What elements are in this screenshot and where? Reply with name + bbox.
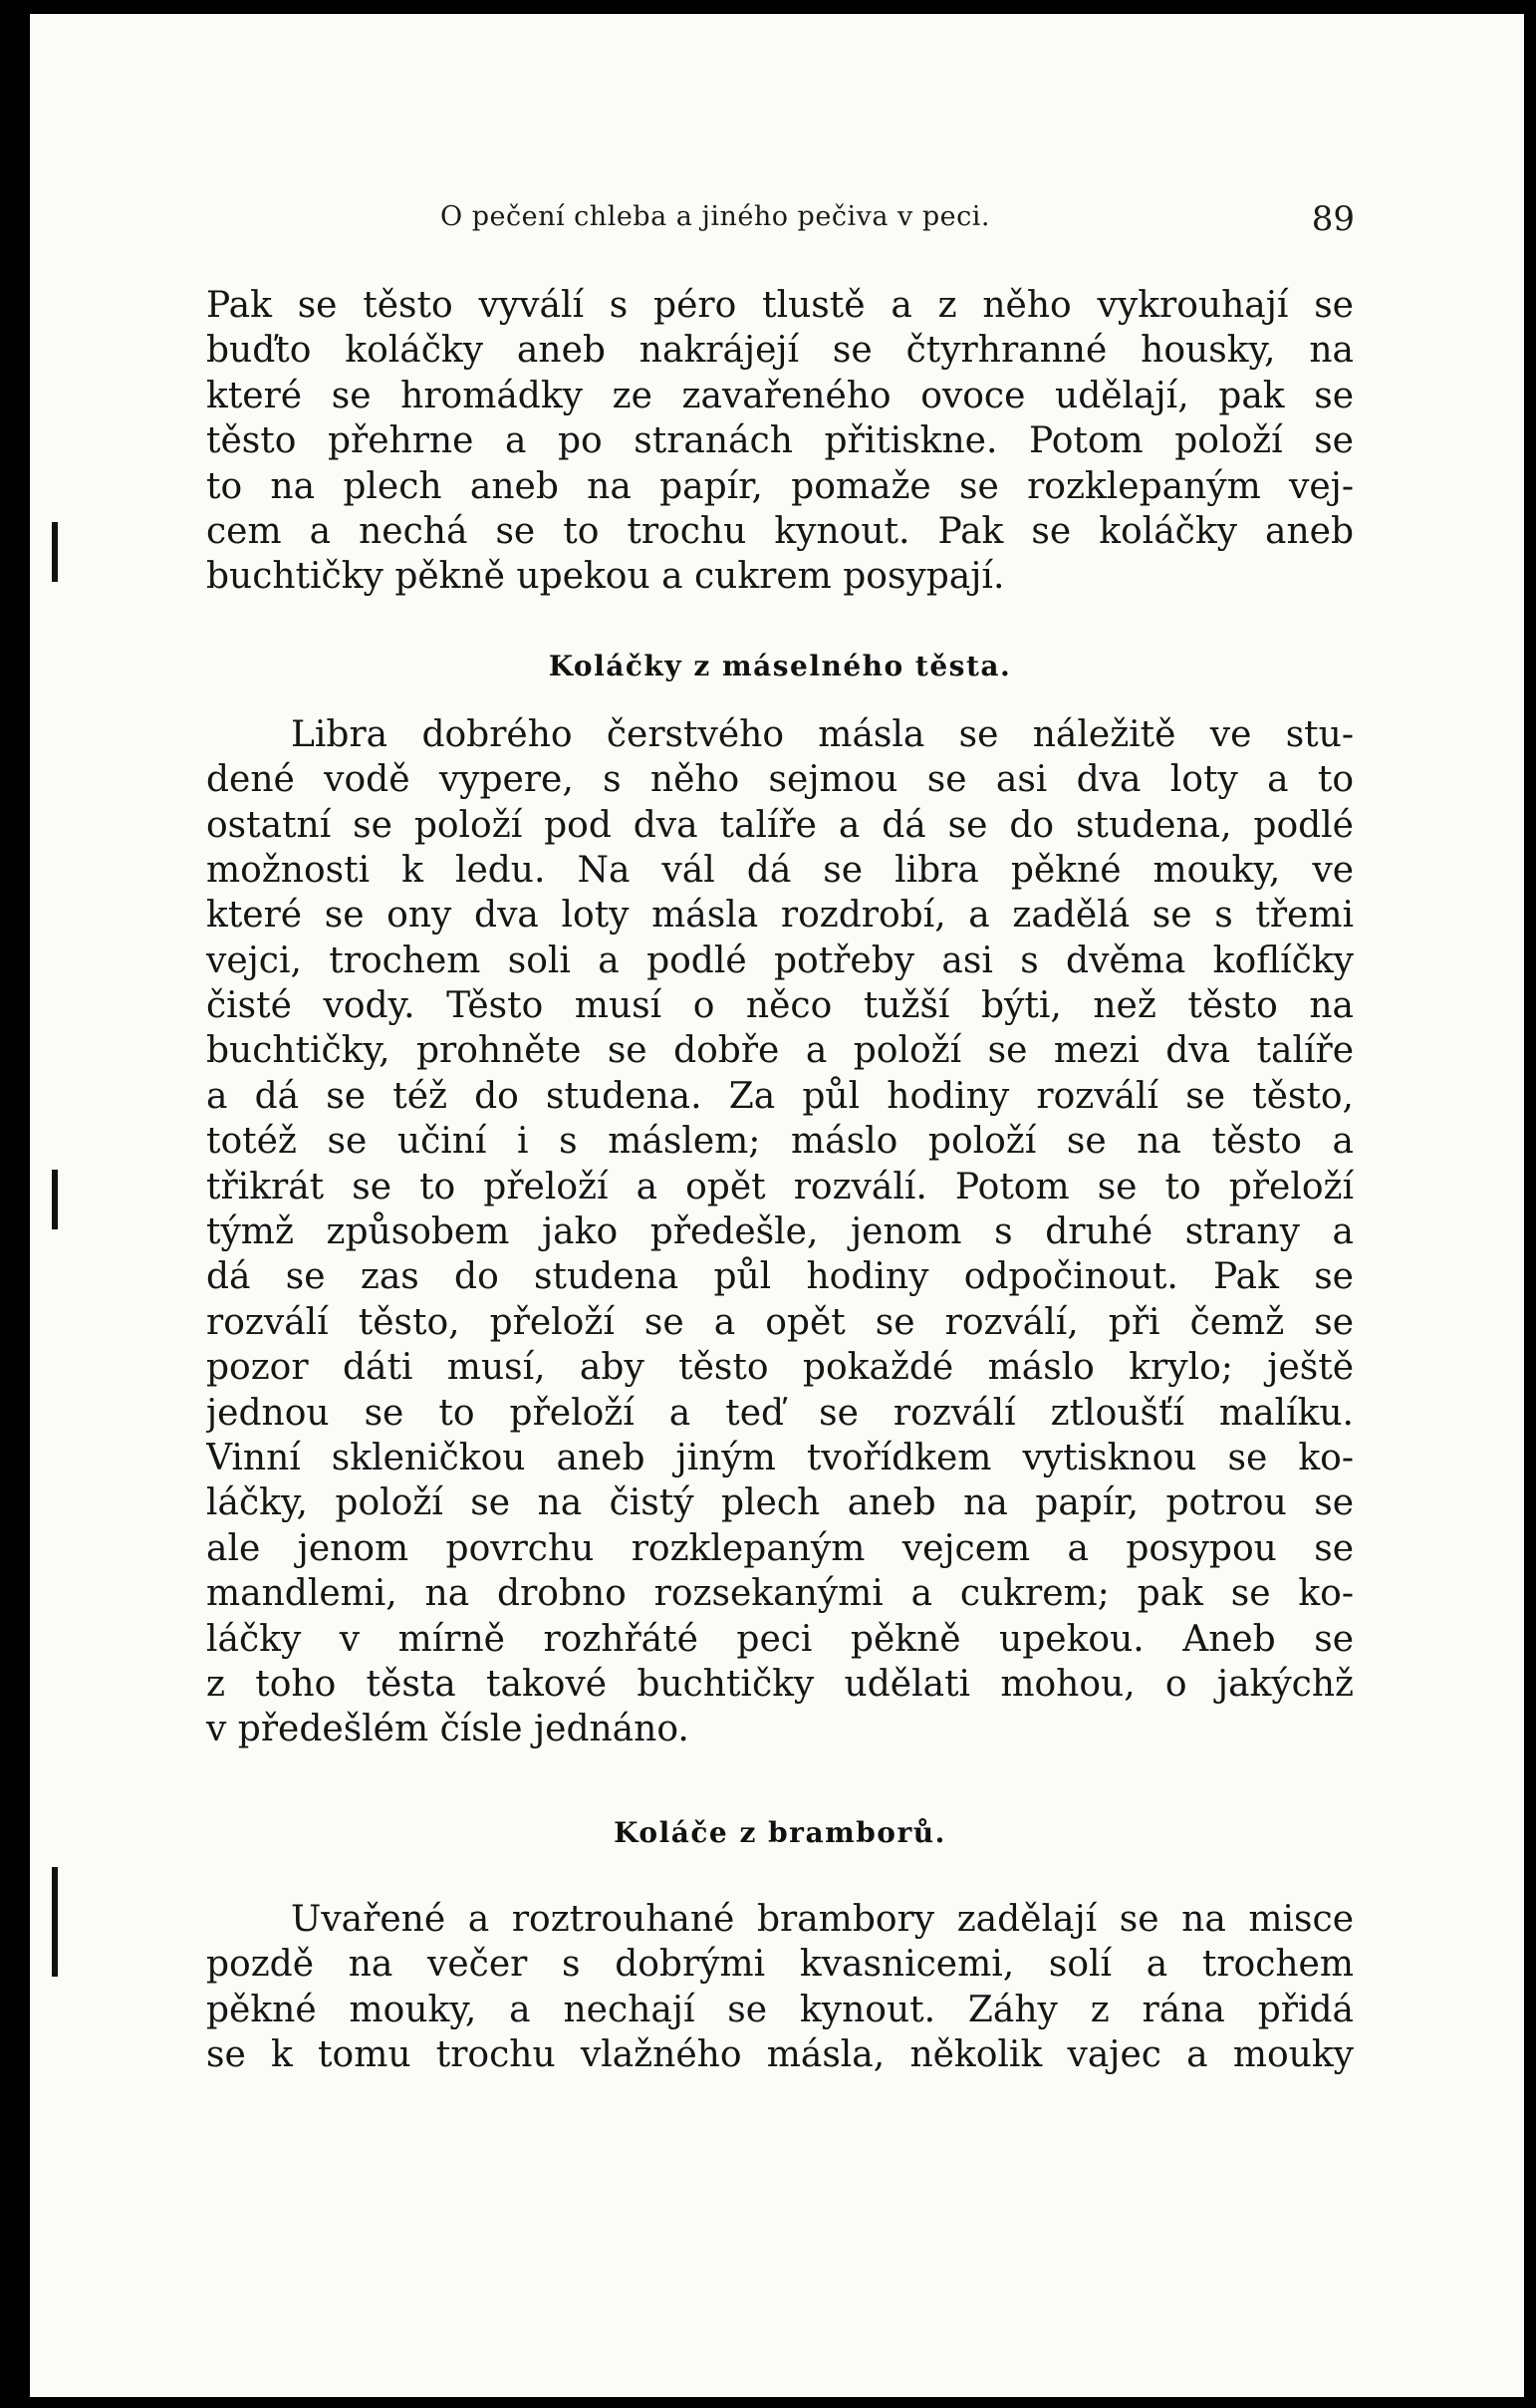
text-line: pozdě na večer s dobrými kvasnicemi, solí a trochem [206,1944,1354,1986]
text-line: těsto přehrne a po stranách přitiskne. Potom položí se [206,420,1354,462]
text-line: Libra dobrého čerstvého másla se náležitě ve stu- [291,713,1354,755]
running-title: O pečení chleba a jiného pečiva v peci. [440,201,990,232]
text-line: mandlemi, na drobno rozsekanými a cukrem; pak se ko- [206,1573,1354,1615]
page-edge-mark [52,1170,58,1229]
text-line: ostatní se položí pod dva talíře a dá se do studena, podlé [206,804,1354,846]
text-line: týmž způsobem jako předešle, jenom s druhé strany a [206,1211,1354,1253]
page-header [209,193,1355,243]
text-line: které se ony dva loty másla rozdrobí, a zadělá se s třemi [206,895,1354,936]
page-number: 89 [1311,199,1355,239]
text-line: buchtičky, prohněte se dobře a položí se mezi dva talíře [206,1030,1354,1072]
section-heading: Koláče z bramborů. [614,1815,946,1849]
text-line: a dá se též do studena. Za půl hodiny rozválí se těsto, [206,1075,1354,1117]
text-line: buchtičky pěkně upekou a cukrem posypají. [206,556,1005,598]
text-line: láčky, položí se na čistý plech aneb na papír, potrou se [206,1482,1354,1524]
text-line: které se hromádky ze zavařeného ovoce udělají, pak se [206,375,1354,416]
text-line: buďto koláčky aneb nakrájejí se čtyrhranné housky, na [206,330,1354,372]
text-line: pozor dáti musí, aby těsto pokaždé máslo krylo; ještě [206,1347,1354,1389]
text-line: cem a nechá se to trochu kynout. Pak se koláčky aneb [206,510,1354,552]
text-line: vejci, trochem soli a podlé potřeby asi s dvěma koflíčky [206,939,1354,981]
paragraph-1 [206,283,1354,600]
text-line: dá se zas do studena půl hodiny odpočinout. Pak se [206,1256,1354,1298]
section-heading: Koláčky z máselného těsta. [548,649,1012,682]
body-text [206,283,1354,2077]
text-line: se k tomu trochu vlažného másla, několik vajec a mouky [206,2033,1354,2075]
text-line: rozválí těsto, přeloží se a opět se rozválí, při čemž se [206,1301,1354,1343]
paragraph-3 [206,1897,1354,2078]
text-line: jednou se to přeloží a teď se rozválí ztloušťí malíku. [206,1392,1354,1434]
text-line: Vinní skleničkou aneb jiným tvořídkem vytisknou se ko- [206,1437,1354,1478]
text-line: to na plech aneb na papír, pomaže se rozklepaným vej- [206,465,1354,507]
text-line: ale jenom povrchu rozklepaným vejcem a posypou se [206,1527,1354,1569]
text-line: z toho těsta takové buchtičky udělati mohou, o jakýchž [206,1663,1354,1705]
text-line: čisté vody. Těsto musí o něco tužší býti, než těsto na [206,985,1354,1027]
text-line: třikrát se to přeloží a opět rozválí. Potom se to přeloží [206,1166,1354,1207]
page-edge-mark [52,1867,58,1977]
text-line: pěkné mouky, a nechají se kynout. Záhy z rána přidá [206,1989,1354,2030]
text-line: Uvařené a roztrouhané brambory zadělají se na misce [291,1898,1354,1940]
text-line: dené vodě vypere, s něho sejmou se asi dva loty a to [206,759,1354,801]
page-edge-mark [52,522,58,582]
paragraph-2 [206,712,1354,1752]
book-page [30,14,1524,2397]
text-line: Pak se těsto vyválí s péro tlustě a z něho vykrouhají se [206,285,1354,326]
text-line: láčky v mírně rozhřáté peci pěkně upekou. Aneb se [206,1618,1354,1660]
text-line: v předešlém čísle jednáno. [206,1709,689,1750]
text-line: možnosti k ledu. Na vál dá se libra pěkné mouky, ve [206,849,1354,891]
text-line: totéž se učiní i s máslem; máslo položí se na těsto a [206,1121,1354,1163]
